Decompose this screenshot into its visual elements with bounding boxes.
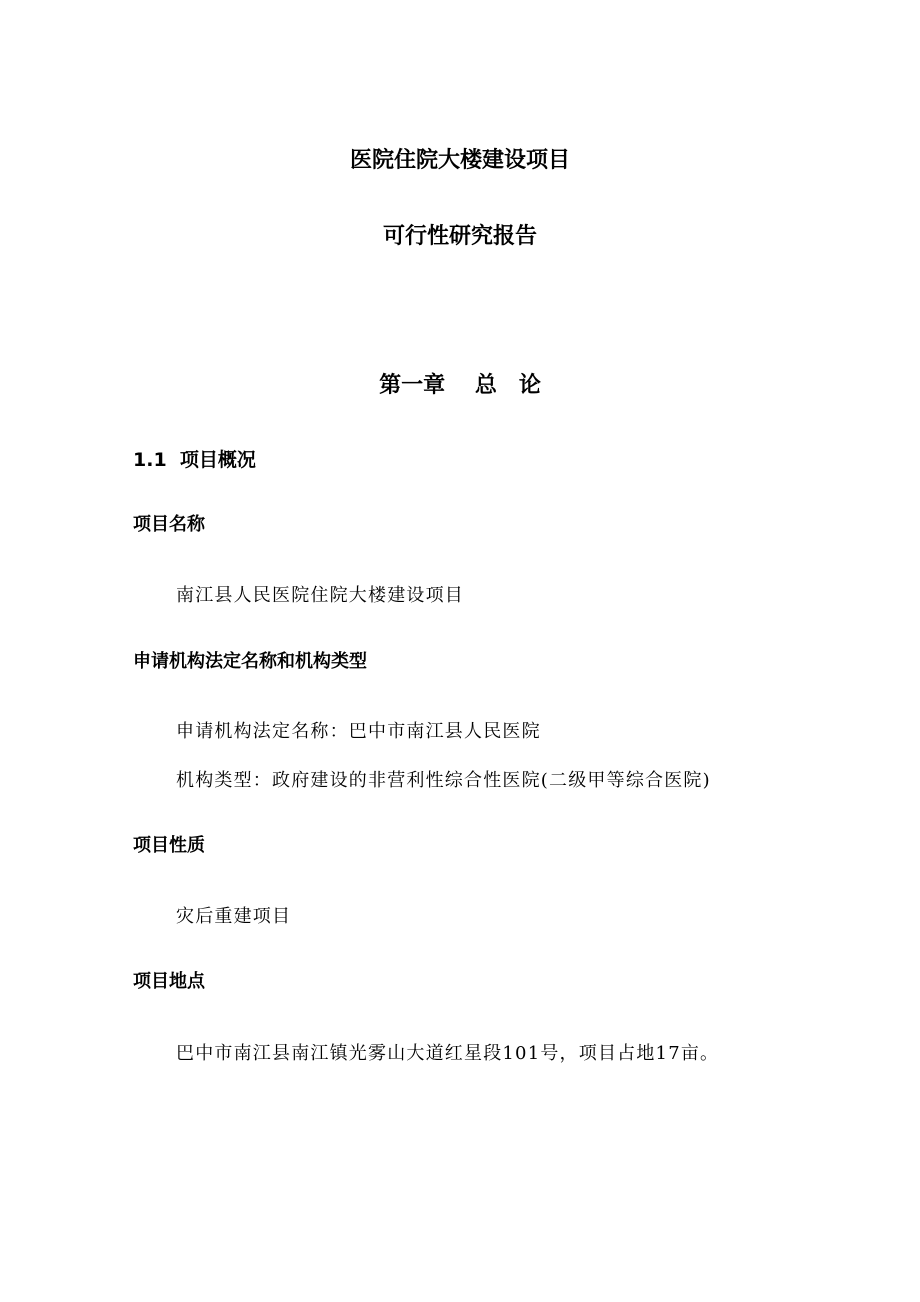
applicant-heading: 申请机构法定名称和机构类型	[133, 651, 367, 672]
project-location-heading: 项目地点	[133, 971, 205, 992]
project-nature-text: 灾后重建项目	[176, 906, 292, 927]
chapter-heading: 第一章 总 论	[379, 373, 541, 398]
report-title: 医院住院大楼建设项目	[349, 148, 570, 173]
project-location-text: 巴中市南江县南江镇光雾山大道红星段101号，项目占地17亩。	[176, 1043, 720, 1064]
project-name-heading: 项目名称	[133, 514, 205, 535]
section-heading: 1.1 项目概况	[133, 449, 256, 471]
applicant-legal-name: 申请机构法定名称：巴中市南江县人民医院	[176, 721, 541, 742]
report-subtitle: 可行性研究报告	[382, 224, 537, 249]
project-name-text: 南江县人民医院住院大楼建设项目	[176, 585, 464, 606]
applicant-type: 机构类型：政府建设的非营利性综合性医院(二级甲等综合医院)	[176, 770, 711, 791]
project-nature-heading: 项目性质	[133, 835, 205, 856]
